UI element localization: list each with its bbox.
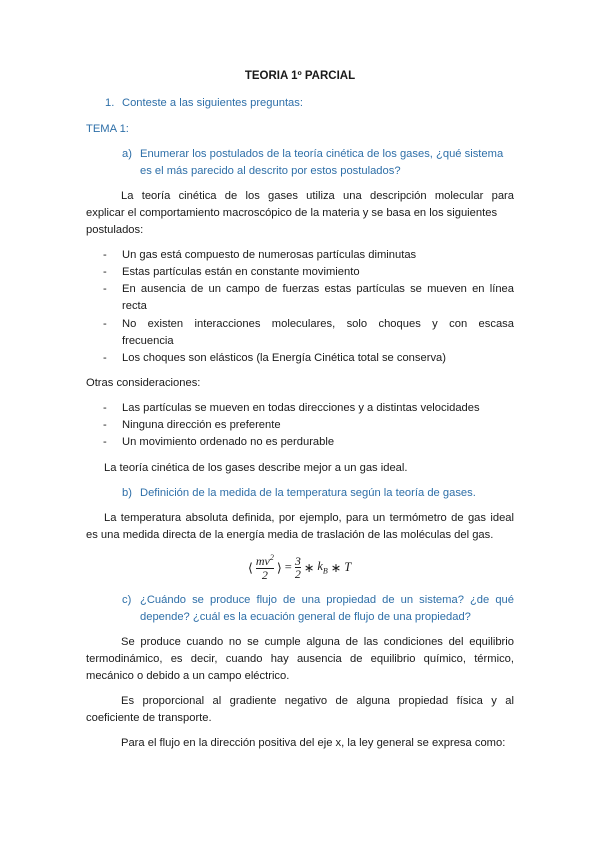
paragraph-3-line1: Se produce cuando no se cumple alguna de las condiciones del equilibrio [121, 636, 514, 648]
consideracion-item: Ninguna dirección es preferente [122, 419, 281, 431]
bullet-dash: - [103, 419, 107, 431]
formula-close-bracket: ⟩ [276, 560, 282, 575]
paragraph-3-line2: termodinámico, es decir, cuando hay ausencia de equilibrio químico, térmico, [86, 653, 514, 665]
consideracion-item: Las partículas se mueven en todas direcciones y a distintas velocidades [122, 402, 480, 414]
formula-equals: = [284, 560, 292, 575]
item-a-line1: Enumerar los postulados de la teoría cinética de los gases, ¿qué sistema [140, 148, 504, 160]
paragraph-1-line1: La teoría cinética de los gases utiliza una descripción molecular para [121, 190, 514, 202]
bullet-dash: - [103, 402, 107, 414]
formula-open-bracket: ⟨ [248, 560, 253, 575]
item-c-line2: depende? ¿cuál es la ecuación general de flujo de una propiedad? [140, 611, 471, 623]
question-text: Conteste a las siguientes preguntas: [122, 97, 303, 109]
item-b-text: Definición de la medida de la temperatura según la teoría de gases. [140, 487, 476, 499]
paragraph-5: Para el flujo en la dirección positiva del eje x, la ley general se expresa como: [121, 737, 506, 749]
formula-k: k [317, 559, 323, 574]
bullet-dash: - [103, 436, 107, 448]
item-a-label: a) [122, 148, 132, 160]
postulado-item: En ausencia de un campo de fuerzas estas partículas se mueven en línea [122, 283, 514, 295]
formula-numerator: mv [255, 554, 270, 568]
formula-star-1: ∗ [303, 560, 315, 575]
item-a-line2: es el más parecido al descrito por estos postulados? [140, 165, 401, 177]
formula-T: T [344, 560, 352, 575]
temperature-formula [248, 554, 351, 581]
paragraph-3-line3: mecánico o debido a un campo eléctrico. [86, 670, 290, 682]
formula-star-2: ∗ [330, 560, 342, 575]
paragraph-4-line2: coeficiente de transporte. [86, 712, 212, 724]
tema-heading: TEMA 1: [86, 123, 129, 135]
paragraph-1-line2: explicar el comportamiento macroscópico de la materia y se basa en los siguientes [86, 207, 498, 219]
bullet-dash: - [103, 352, 107, 364]
paragraph-2-line1: La temperatura absoluta definida, por ejemplo, para un termómetro de gas ideal [104, 512, 514, 524]
paragraph-1-line3: postulados: [86, 224, 144, 236]
formula-fraction-kinetic [256, 554, 274, 581]
formula-k-subscript: B [322, 566, 328, 576]
formula-exponent: 2 [269, 553, 274, 562]
formula-f2-numerator: 3 [294, 553, 301, 568]
bullet-dash: - [103, 266, 107, 278]
postulado-item: No existen interacciones moleculares, solo choques y con escasa [122, 318, 514, 330]
bullet-dash: - [103, 283, 107, 295]
consideracion-item: Un movimiento ordenado no es perdurable [122, 436, 335, 448]
formula-denominator: 2 [261, 567, 268, 582]
otras-heading: Otras consideraciones: [86, 377, 201, 389]
bullet-dash: - [103, 318, 107, 330]
formula-f2-denominator: 2 [294, 567, 301, 582]
bullet-dash: - [103, 249, 107, 261]
paragraph-2-line2: es una medida directa de la energía media de traslación de las moléculas del gas. [86, 529, 494, 541]
page-title: TEORIA 1º PARCIAL [244, 70, 356, 82]
item-c-line1: ¿Cuándo se produce flujo de una propiedad de un sistema? ¿de qué [140, 594, 514, 606]
question-number: 1. [105, 97, 115, 109]
gas-ideal-sentence: La teoría cinética de los gases describe mejor a un gas ideal. [104, 462, 408, 474]
postulado-item: Estas partículas están en constante movimiento [122, 266, 360, 278]
item-c-label: c) [122, 594, 132, 606]
postulado-item-cont: frecuencia [122, 335, 174, 347]
postulado-item-cont: recta [122, 300, 147, 312]
item-b-label: b) [122, 487, 132, 499]
postulado-item: Un gas está compuesto de numerosas partículas diminutas [122, 249, 417, 261]
paragraph-4-line1: Es proporcional al gradiente negativo de alguna propiedad física y al [121, 695, 514, 707]
postulado-item: Los choques son elásticos (la Energía Cinética total se conserva) [122, 352, 446, 364]
formula-fraction-three-halves [295, 555, 301, 581]
